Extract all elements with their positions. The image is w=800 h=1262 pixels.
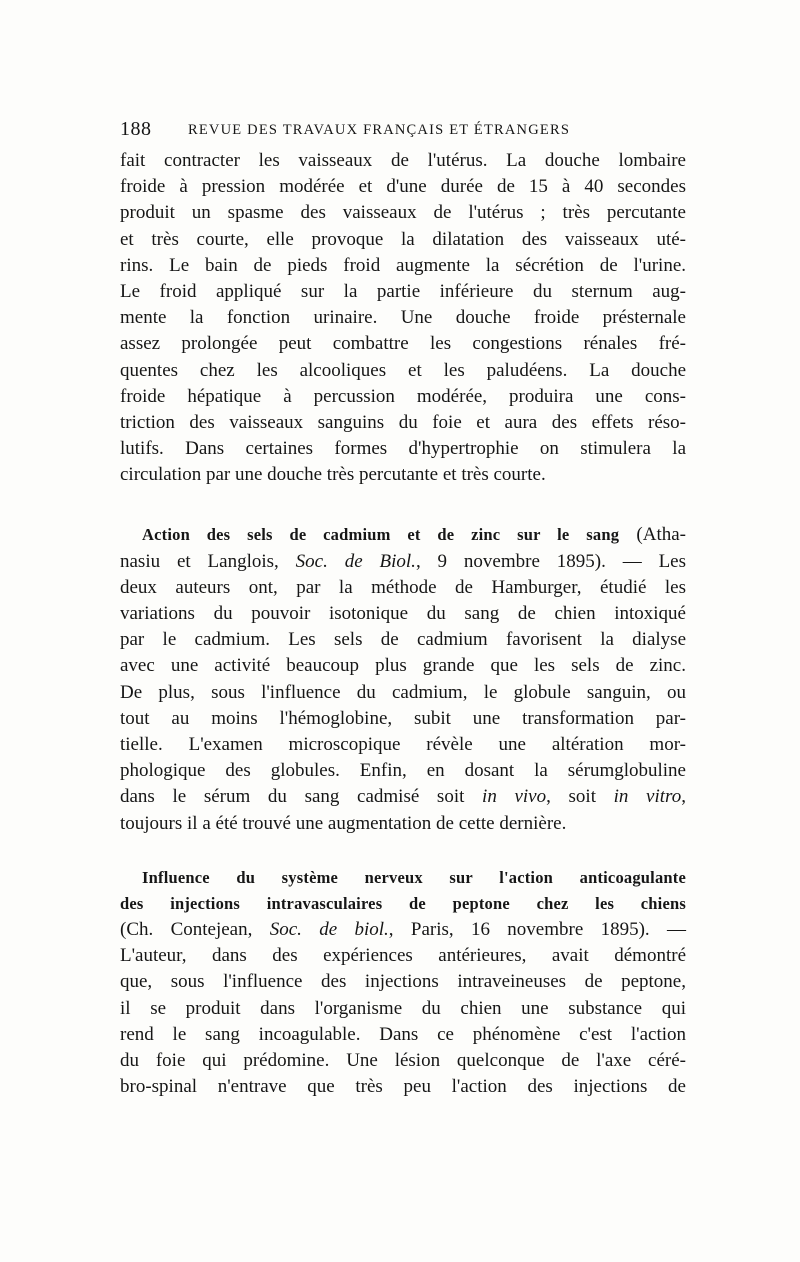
text-line: Le froid appliqué sur la partie inférieure du sternum aug- bbox=[120, 280, 686, 302]
text-line: De plus, sous l'influence du cadmium, le globule sanguin, ou bbox=[120, 681, 686, 703]
article-heading: Influence du système nerveux sur l'action anticoagulante bbox=[142, 867, 686, 887]
text-line: variations du pouvoir isotonique du sang de chien intoxiqué bbox=[120, 603, 686, 624]
text-line: tielle. L'examen microscopique révèle une altération mor- bbox=[120, 733, 686, 755]
text-line: par le cadmium. Les sels de cadmium favorisent la dialyse bbox=[120, 629, 686, 651]
page-body bbox=[120, 148, 686, 1100]
article-peptone bbox=[120, 865, 686, 1101]
text-line: lutifs. Dans certaines formes d'hypertrophie on stimulera la bbox=[120, 438, 686, 460]
text-line: rend le sang incoagulable. Dans ce phénomène c'est l'action bbox=[120, 1023, 686, 1045]
text-fragment: dans le sérum du sang cadmisé soit bbox=[120, 786, 483, 808]
article-heading-line bbox=[120, 522, 686, 548]
text-line: produit un spasme des vaisseaux de l'utérus ; très percutante bbox=[120, 202, 686, 224]
text-line: phologique des globules. Enfin, en dosant la sérumglobuline bbox=[120, 760, 686, 782]
text-line: fait contracter les vaisseaux de l'utérus. La douche lombaire bbox=[120, 150, 686, 171]
text-fragment: (Atha- bbox=[636, 524, 686, 546]
text-fragment: , soit bbox=[546, 786, 614, 808]
text-line: circulation par une douche très percutante et très courte. bbox=[120, 464, 546, 486]
text-line: avec une activité beaucoup plus grande que les sels de zinc. bbox=[120, 655, 686, 677]
text-fragment: nasiu et Langlois, bbox=[120, 550, 296, 572]
text-line: triction des vaisseaux sanguins du foie et aura des effets réso- bbox=[120, 411, 686, 433]
text-line: il se produit dans l'organisme du chien une substance qui bbox=[120, 997, 686, 1019]
text-line: froide hépatique à percussion modérée, produira une cons- bbox=[120, 385, 686, 407]
journal-name: Soc. de biol. bbox=[269, 919, 389, 941]
article-heading: Action des sels de cadmium et de zinc sur le sang bbox=[142, 525, 620, 545]
running-title: REVUE DES TRAVAUX FRANÇAIS ET ÉTRANGERS bbox=[188, 122, 571, 138]
text-line: rins. Le bain de pieds froid augmente la sécrétion de l'urine. bbox=[120, 254, 686, 276]
text-fragment: (Ch. Contejean, bbox=[120, 919, 270, 941]
text-line: assez prolongée peut combattre les congestions rénales fré- bbox=[120, 333, 686, 355]
page-number: 188 bbox=[120, 118, 152, 140]
latin-term: in vivo bbox=[482, 786, 547, 808]
text-line: mente la fonction urinaire. Une douche froide présternale bbox=[120, 307, 686, 329]
text-line: toujours il a été trouvé une augmentation de cette dernière. bbox=[120, 812, 567, 834]
running-header bbox=[120, 118, 686, 142]
paragraph-douches bbox=[120, 148, 686, 488]
text-line: et très courte, elle provoque la dilatation des vaisseaux uté- bbox=[120, 228, 686, 250]
text-fragment: , Paris, 16 novembre 1895). — bbox=[388, 919, 686, 941]
journal-name: Soc. de Biol. bbox=[295, 550, 416, 572]
text-line: tout au moins l'hémoglobine, subit une transformation par- bbox=[120, 707, 686, 729]
text-fragment: , bbox=[681, 786, 686, 808]
latin-term: in vitro bbox=[613, 786, 682, 808]
article-cadmium-zinc bbox=[120, 522, 686, 836]
text-line: bro-spinal n'entrave que très peu l'action des injections de bbox=[120, 1076, 686, 1098]
text-line: deux auteurs ont, par la méthode de Hamburger, étudié les bbox=[120, 576, 686, 598]
text-line: L'auteur, dans des expériences antérieures, avait démontré bbox=[120, 945, 686, 967]
text-line: froide à pression modérée et d'une durée de 15 à 40 secondes bbox=[120, 176, 686, 198]
article-heading: des injections intravasculaires de peptone chez les chiens bbox=[120, 893, 686, 913]
text-line: quentes chez les alcooliques et les paludéens. La douche bbox=[120, 359, 686, 381]
text-line bbox=[120, 784, 686, 810]
text-fragment: , 9 novembre 1895). — Les bbox=[415, 550, 687, 572]
text-line: du foie qui prédomine. Une lésion quelconque de l'axe céré- bbox=[120, 1050, 686, 1071]
citation-line bbox=[120, 917, 686, 943]
citation-line bbox=[120, 549, 686, 575]
text-line: que, sous l'influence des injections intraveineuses de peptone, bbox=[120, 971, 686, 993]
